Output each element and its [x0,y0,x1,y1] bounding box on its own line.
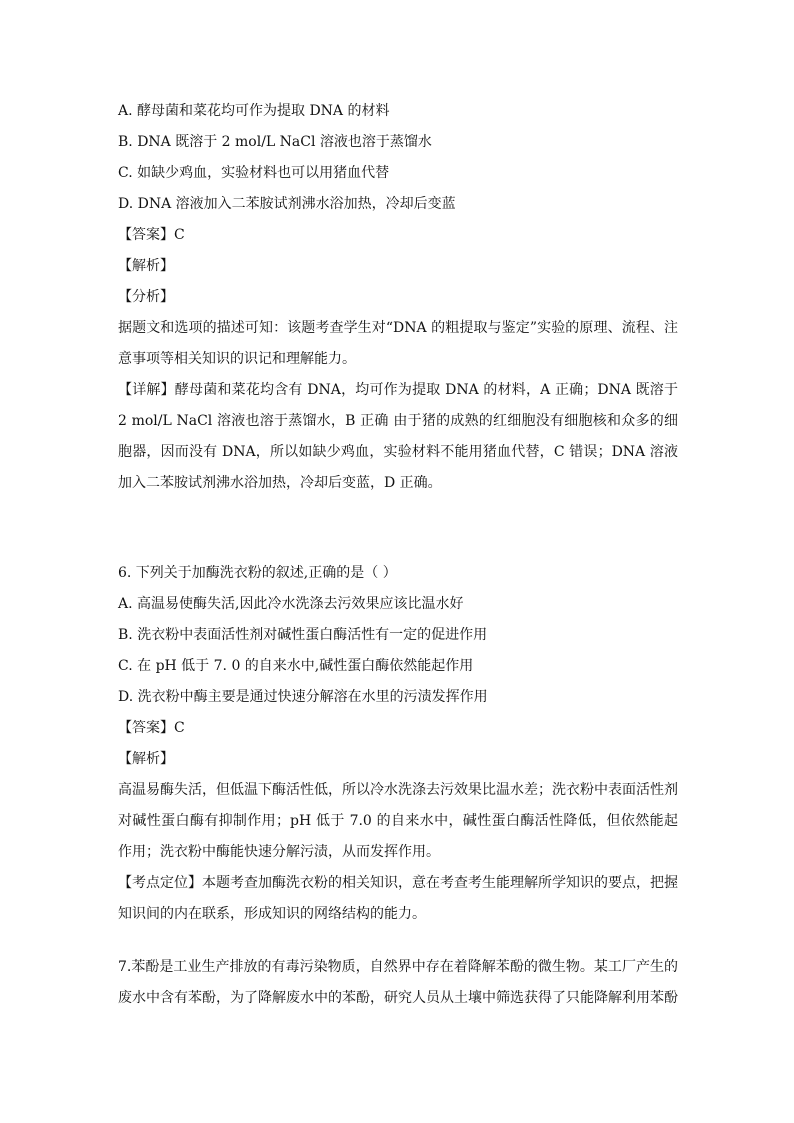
option-b: B. 洗衣粉中表面活性剂对碱性蛋白酶活性有一定的促进作用 [118,627,488,643]
option-d: D. DNA 溶液加入二苯胺试剂沸水浴加热，冷却后变蓝 [118,196,456,212]
analysis-text: 高温易酶失活，但低温下酶活性低，所以冷水洗涤去污效果比温水差；洗衣粉中表面活性剂对碱性蛋白酶有抑制作用；pH 低于 7.0 的自来水中，碱性蛋白酶活性降低，但依然能起作用；洗衣粉中酶能快速分解污渍，从而发挥作用。 [118,782,678,860]
detail-text: 【详解】酵母菌和菜花均含有 DNA，均可作为提取 DNA 的材料，A 正确；DNA 既溶于 2 mol/L NaCl 溶液也溶于蒸馏水，B 正确 由于猪的成熟的红细胞没有细胞核和众多的细胞器，因而没有 DNA，所以如缺少鸡血，实验材料不能用猪血代替，C 错误；DNA 溶液加入二苯胺试剂沸水浴加热，冷却后变蓝，D 正确。 [118,382,678,491]
question-5-options [118,96,678,220]
question-6-stem: 6. 下列关于加酶洗衣粉的叙述,正确的是（ ） [118,565,397,581]
option-b: B. DNA 既溶于 2 mol/L NaCl 溶液也溶于蒸馏水 [118,134,432,150]
option-c: C. 如缺少鸡血，实验材料也可以用猪血代替 [118,165,390,181]
kaodian-text: 【考点定位】本题考查加酶洗衣粉的相关知识，意在考查考生能理解所学知识的要点，把握知识间的内在联系，形成知识的网络结构的能力。 [118,875,678,922]
fenxi-text: 据题文和选项的描述可知：该题考查学生对“DNA 的粗提取与鉴定”实验的原理、流程、注意事项等相关知识的识记和理解能力。 [118,320,678,367]
fenxi-label: 【分析】 [118,289,174,305]
option-a: A. 高温易使酶失活,因此冷水洗涤去污效果应该比温水好 [118,596,464,612]
answer: 【答案】C [118,720,185,736]
analysis-label: 【解析】 [118,751,174,767]
option-d: D. 洗衣粉中酶主要是通过快速分解溶在水里的污渍发挥作用 [118,689,488,705]
option-a: A. 酵母菌和菜花均可作为提取 DNA 的材料 [118,103,390,119]
question-6-options [118,589,678,713]
answer: 【答案】C [118,227,185,243]
question-7-stem: 7.苯酚是工业生产排放的有毒污染物质，自然界中存在着降解苯酚的微生物。某工厂产生的废水中含有苯酚，为了降解废水中的苯酚，研究人员从土壤中筛选获得了只能降解利用苯酚 [118,959,678,1006]
analysis-label: 【解析】 [118,258,174,274]
option-c: C. 在 pH 低于 7. 0 的自来水中,碱性蛋白酶依然能起作用 [118,658,474,674]
document-page [118,96,678,1014]
